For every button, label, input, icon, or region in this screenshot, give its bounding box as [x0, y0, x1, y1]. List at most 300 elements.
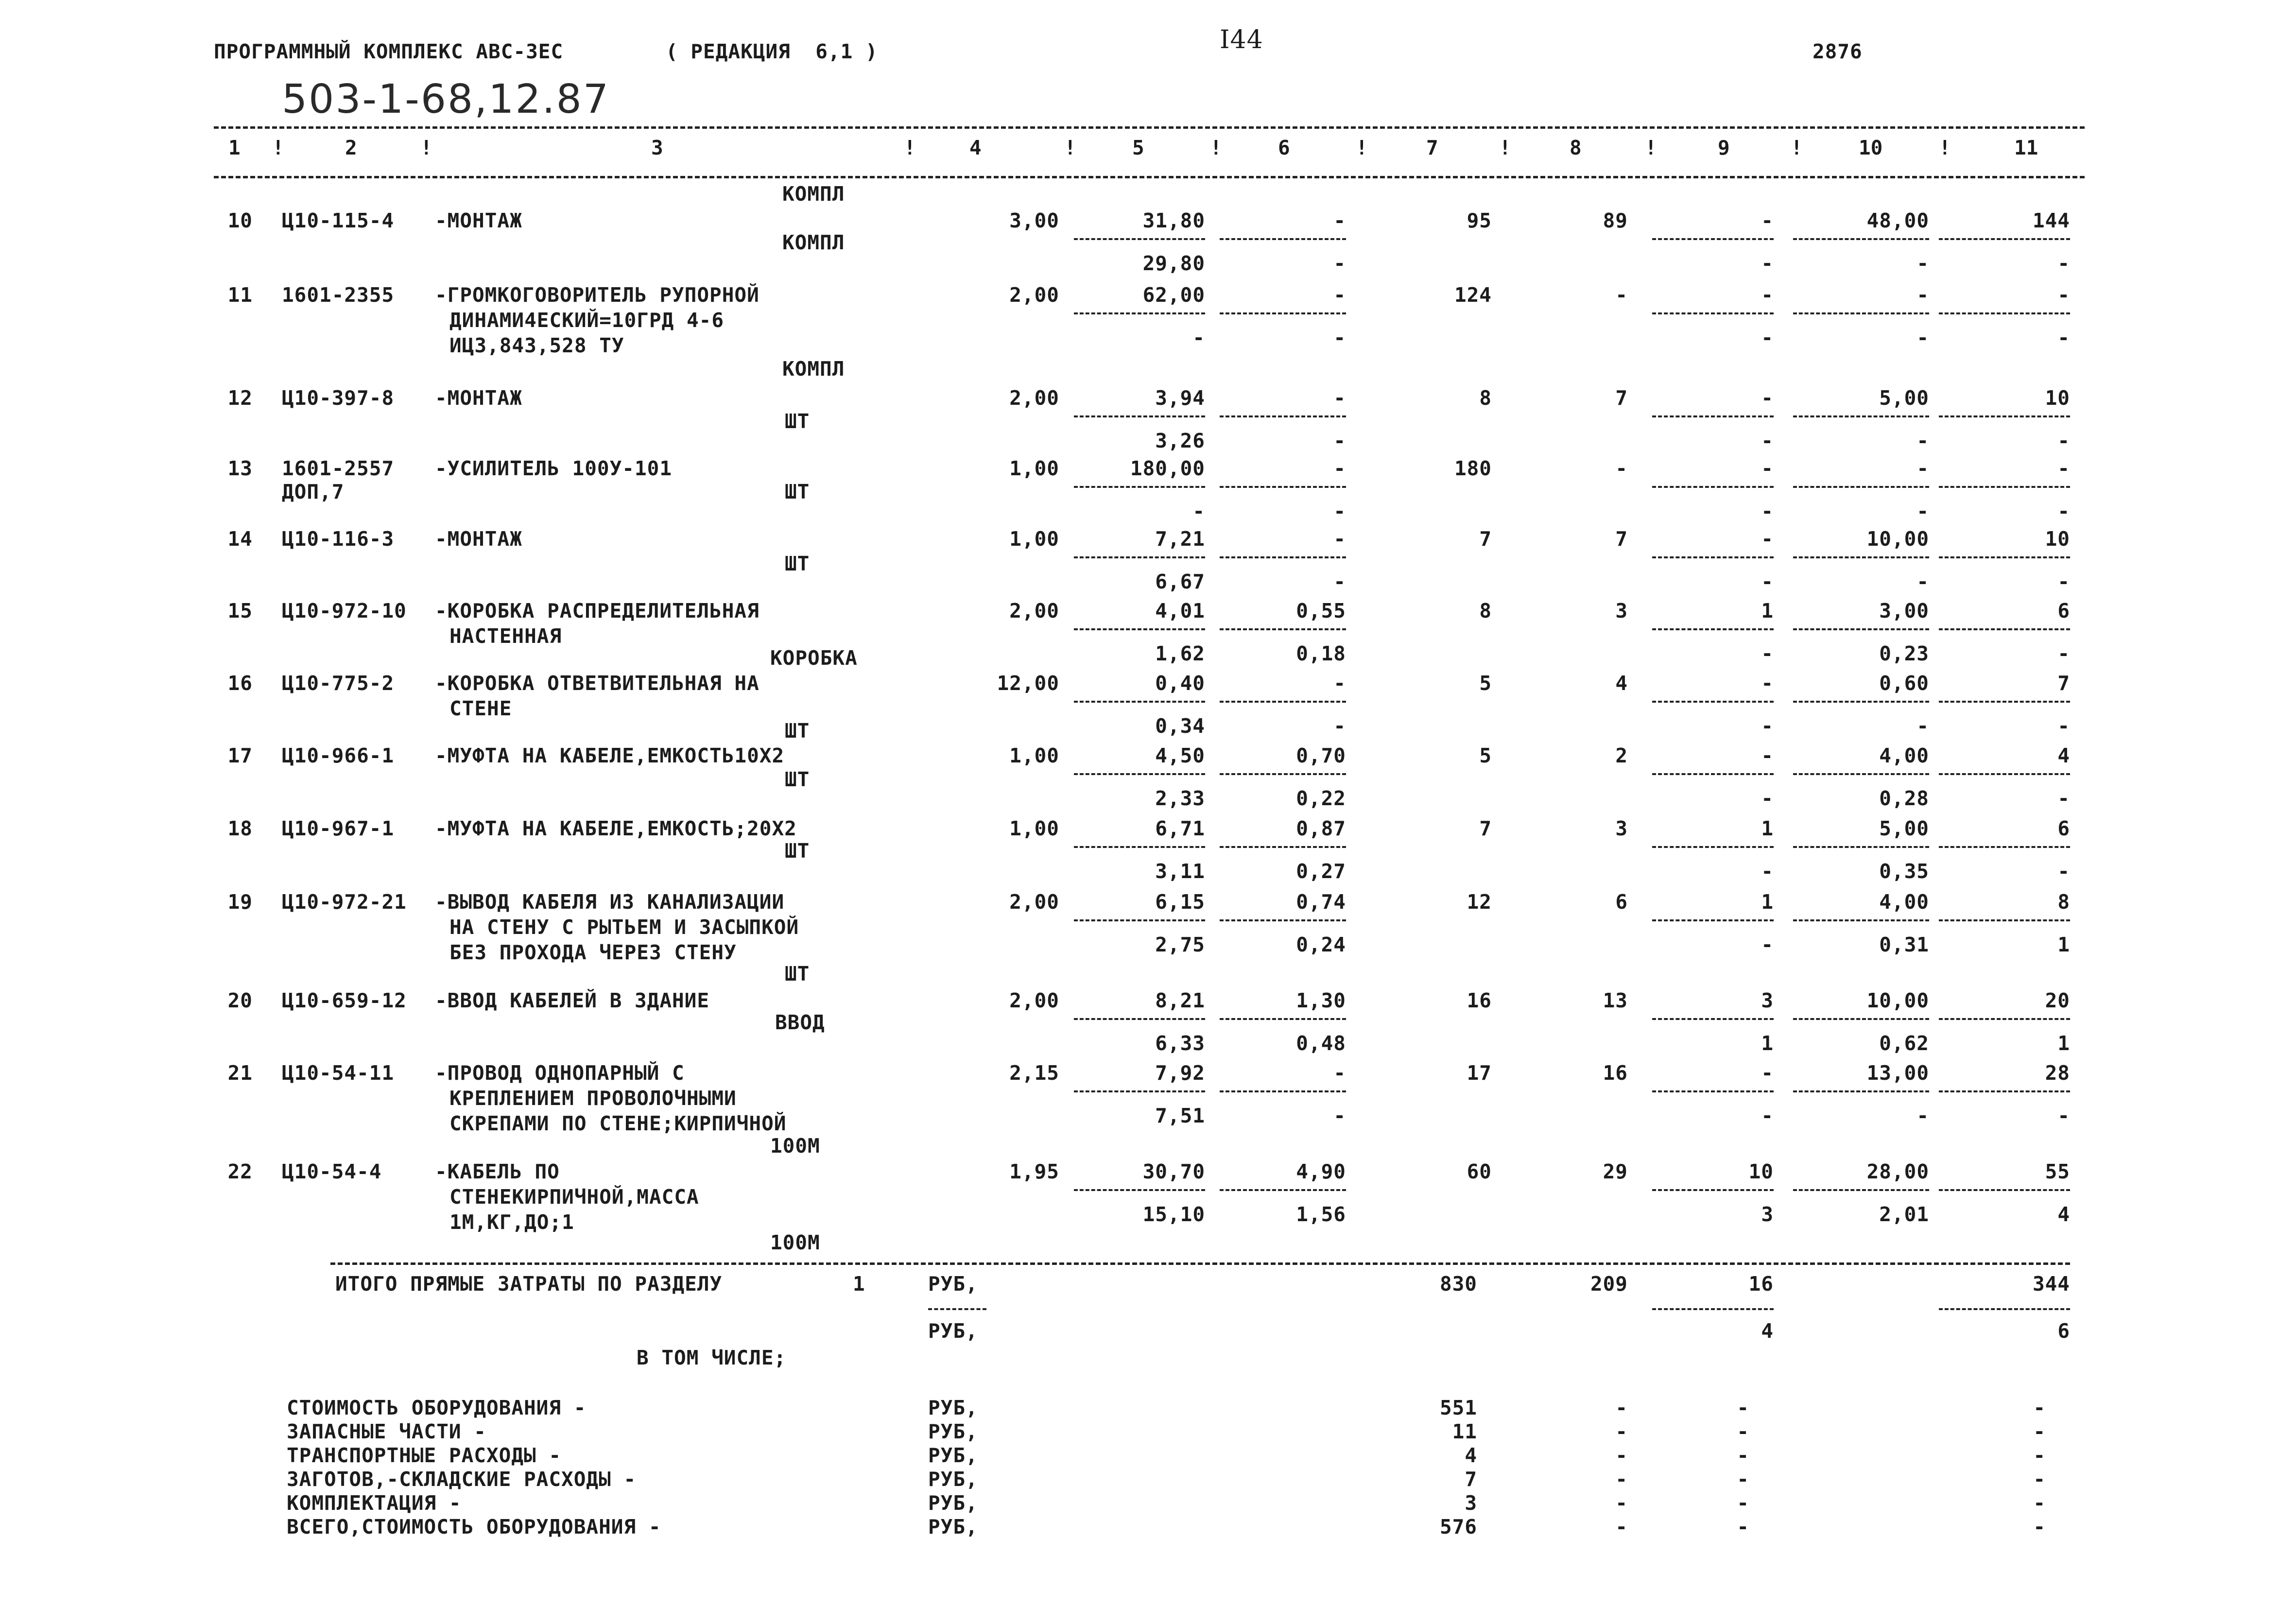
cell-separator: [1652, 312, 1774, 314]
cell-separator: [1074, 238, 1205, 240]
row-col7: 180: [1454, 457, 1492, 480]
col-10: 10: [1859, 136, 1883, 159]
row-code: Ц10-397-8: [282, 386, 395, 410]
row-number: 13: [227, 457, 253, 480]
including-label: В ТОМ ЧИСЛЕ;: [637, 1346, 787, 1369]
row-col6: -: [1333, 457, 1346, 480]
row-col10: 4,00: [1879, 890, 1929, 914]
cell-separator: [1220, 1018, 1346, 1020]
row-col11: 10: [2045, 527, 2070, 551]
row-col9-sub: -: [1761, 642, 1774, 665]
row-number: 12: [227, 386, 253, 410]
summary-col7: 11: [1452, 1420, 1477, 1443]
row-col5-sub: 3,11: [1155, 860, 1205, 883]
row-col6-sub: -: [1333, 429, 1346, 452]
cell-separator: [1939, 919, 2070, 921]
cell-separator: [1652, 238, 1774, 240]
cell-separator: [1220, 312, 1346, 314]
row-col11: 6: [2057, 599, 2070, 622]
row-col11-sub: -: [2057, 570, 2070, 593]
totals-col9-b: 4: [1761, 1319, 1774, 1343]
cell-separator: [1220, 415, 1346, 417]
row-col6-sub: -: [1333, 570, 1346, 593]
row-col5: 7,92: [1155, 1061, 1205, 1085]
cell-separator: [1652, 773, 1774, 775]
row-col9: -: [1761, 457, 1774, 480]
row-col10-sub: -: [1916, 570, 1929, 593]
row-col10-sub: 0,28: [1879, 787, 1929, 810]
row-col10: 4,00: [1879, 744, 1929, 767]
unit-label: ШТ: [785, 410, 810, 433]
row-col5-sub: -: [1192, 500, 1205, 523]
cell-separator: [1074, 846, 1205, 848]
cell-separator: [1652, 846, 1774, 848]
cell-separator: [1652, 556, 1774, 558]
row-code: Ц10-116-3: [282, 527, 395, 551]
row-number: 16: [227, 672, 253, 695]
row-name-line: -МУФТА НА КАБЕЛЕ,ЕМКОСТЬ10Х2: [435, 744, 785, 767]
row-code: Ц10-972-21: [282, 890, 407, 914]
row-col7: 5: [1479, 744, 1492, 767]
row-col11: 144: [2032, 209, 2070, 232]
unit-label: КОРОБКА: [770, 646, 858, 670]
row-code: Ц10-966-1: [282, 744, 395, 767]
cell-separator: [1793, 773, 1929, 775]
row-col10: -: [1916, 283, 1929, 307]
col-3: 3: [651, 136, 663, 159]
summary-col9: -: [1737, 1515, 1749, 1538]
row-name-line: СТЕНЕКИРПИЧНОЙ,МАССА: [449, 1185, 699, 1209]
row-col10-sub: -: [1916, 252, 1929, 275]
cell-separator: [1074, 1189, 1205, 1191]
col-5: 5: [1132, 136, 1144, 159]
cell-separator: [1939, 486, 2070, 488]
row-col7: 95: [1467, 209, 1492, 232]
row-col6-sub: 0,22: [1296, 787, 1346, 810]
cell-separator: [1220, 1189, 1346, 1191]
row-name-line: -КАБЕЛЬ ПО: [435, 1160, 560, 1183]
row-col6: 0,70: [1296, 744, 1346, 767]
row-number: 11: [227, 283, 253, 307]
row-col6: 1,30: [1296, 989, 1346, 1012]
cell-separator: [1074, 312, 1205, 314]
cell-separator: [1793, 1090, 1929, 1092]
row-col5: 31,80: [1142, 209, 1205, 232]
cell-separator: [1074, 773, 1205, 775]
row-col10-sub: -: [1916, 429, 1929, 452]
row-quantity: 12,00: [997, 672, 1059, 695]
row-col10-sub: 0,23: [1879, 642, 1929, 665]
row-col8: -: [1615, 457, 1628, 480]
row-quantity: 1,00: [1009, 457, 1059, 480]
cell-separator: [1652, 701, 1774, 703]
row-col10: 28,00: [1866, 1160, 1929, 1183]
col-11: 11: [2014, 136, 2038, 159]
row-col7: 8: [1479, 599, 1492, 622]
cell-separator: [1652, 415, 1774, 417]
row-number: 19: [227, 890, 253, 914]
row-col11: 7: [2057, 672, 2070, 695]
row-number: 21: [227, 1061, 253, 1085]
row-col8: 3: [1615, 599, 1628, 622]
row-col9-sub: 1: [1761, 1032, 1774, 1055]
row-col5: 4,50: [1155, 744, 1205, 767]
cell-separator: [1074, 628, 1205, 630]
row-col11: 6: [2057, 817, 2070, 840]
row-col5: 7,21: [1155, 527, 1205, 551]
cell-separator: [1939, 415, 2070, 417]
summary-col9: -: [1737, 1468, 1749, 1491]
summary-col8: -: [1615, 1491, 1628, 1515]
row-col6-sub: 0,24: [1296, 933, 1346, 956]
header-bottom-rule: [214, 176, 2085, 178]
cell-separator: [1220, 846, 1346, 848]
row-col7: 60: [1467, 1160, 1492, 1183]
row-col9: 1: [1761, 599, 1774, 622]
row-number: 18: [227, 817, 253, 840]
unit-label: КОМПЛ: [782, 231, 845, 254]
row-name-line: -МОНТАЖ: [435, 386, 522, 410]
row-name-line: БЕЗ ПРОХОДА ЧЕРЕЗ СТЕНУ: [449, 941, 737, 964]
row-col7: 16: [1467, 989, 1492, 1012]
col-6: 6: [1278, 136, 1290, 159]
row-quantity: 1,00: [1009, 744, 1059, 767]
row-col11: -: [2057, 283, 2070, 307]
summary-col8: -: [1615, 1396, 1628, 1419]
row-col8: 13: [1603, 989, 1628, 1012]
cell-separator: [1074, 486, 1205, 488]
row-name-line: -МОНТАЖ: [435, 209, 522, 232]
row-col9: 1: [1761, 817, 1774, 840]
row-col11-sub: -: [2057, 642, 2070, 665]
summary-col7: 7: [1465, 1468, 1477, 1491]
row-name-line: СТЕНЕ: [449, 697, 512, 720]
row-col6-sub: -: [1333, 1104, 1346, 1127]
row-col6: 0,74: [1296, 890, 1346, 914]
row-col8: 6: [1615, 890, 1628, 914]
col-8: 8: [1570, 136, 1582, 159]
summary-col7: 3: [1465, 1491, 1477, 1515]
row-col7: 7: [1479, 527, 1492, 551]
summary-col11: -: [2033, 1515, 2046, 1538]
row-name-line: -УСИЛИТЕЛЬ 100У-101: [435, 457, 672, 480]
row-code: Ц10-967-1: [282, 817, 395, 840]
row-col10: -: [1916, 457, 1929, 480]
row-col6-sub: -: [1333, 714, 1346, 738]
row-col8: 3: [1615, 817, 1628, 840]
cell-separator: [1939, 628, 2070, 630]
totals-unit-2: РУБ,: [928, 1319, 978, 1343]
row-col11: 4: [2057, 744, 2070, 767]
row-col9: -: [1761, 672, 1774, 695]
cell-separator: [1220, 556, 1346, 558]
row-col8: 89: [1603, 209, 1628, 232]
row-col5: 180,00: [1130, 457, 1205, 480]
row-col6-sub: -: [1333, 252, 1346, 275]
row-col10-sub: -: [1916, 326, 1929, 349]
row-col5-sub: 29,80: [1142, 252, 1205, 275]
unit-label: 100М: [770, 1231, 820, 1254]
row-col11: -: [2057, 457, 2070, 480]
row-col10-sub: 0,62: [1879, 1032, 1929, 1055]
cell-separator: [1220, 701, 1346, 703]
row-col10: 10,00: [1866, 527, 1929, 551]
row-col8: 29: [1603, 1160, 1628, 1183]
row-code: Ц10-54-4: [282, 1160, 382, 1183]
row-col5: 6,71: [1155, 817, 1205, 840]
row-col10-sub: -: [1916, 1104, 1929, 1127]
col-7: 7: [1426, 136, 1438, 159]
unit-label: КОМПЛ: [782, 182, 845, 206]
row-code: Ц10-775-2: [282, 672, 395, 695]
row-col7: 12: [1467, 890, 1492, 914]
row-col9: -: [1761, 1061, 1774, 1085]
row-col8: -: [1615, 283, 1628, 307]
summary-label: ЗАГОТОВ,-СКЛАДСКИЕ РАСХОДЫ -: [287, 1468, 637, 1491]
row-code: 1601-2557: [282, 457, 395, 480]
row-col6-sub: -: [1333, 500, 1346, 523]
row-quantity: 1,00: [1009, 527, 1059, 551]
cell-separator: [1652, 1090, 1774, 1092]
row-col11-sub: 1: [2057, 933, 2070, 956]
summary-unit: РУБ,: [928, 1468, 978, 1491]
row-col11-sub: -: [2057, 714, 2070, 738]
unit-label: 100М: [770, 1134, 820, 1158]
cell-separator: [1220, 1090, 1346, 1092]
page-number: I44: [1220, 25, 1263, 54]
row-col11-sub: -: [2057, 500, 2070, 523]
row-number: 20: [227, 989, 253, 1012]
row-name-line: -МУФТА НА КАБЕЛЕ,ЕМКОСТЬ;20Х2: [435, 817, 797, 840]
row-name-line: -ВЫВОД КАБЕЛЯ ИЗ КАНАЛИЗАЦИИ: [435, 890, 785, 914]
cell-separator: [1793, 486, 1929, 488]
row-col11: 10: [2045, 386, 2070, 410]
row-col9-sub: 3: [1761, 1203, 1774, 1226]
cell-separator: [1652, 1018, 1774, 1020]
row-name-line: -ПРОВОД ОДНОПАРНЫЙ С: [435, 1061, 685, 1085]
cell-separator: [1652, 919, 1774, 921]
row-col10-sub: 0,35: [1879, 860, 1929, 883]
cell-separator: [1652, 486, 1774, 488]
row-col10-sub: 2,01: [1879, 1203, 1929, 1226]
edition-label: ( РЕДАКЦИЯ 6,1 ): [666, 40, 878, 63]
summary-col7: 4: [1465, 1444, 1477, 1467]
row-col5-sub: 3,26: [1155, 429, 1205, 452]
row-col11-sub: 4: [2057, 1203, 2070, 1226]
row-col9-sub: -: [1761, 1104, 1774, 1127]
row-col7: 17: [1467, 1061, 1492, 1085]
cell-separator: [1939, 1189, 2070, 1191]
row-number: 17: [227, 744, 253, 767]
row-quantity: 2,00: [1009, 386, 1059, 410]
row-col10-sub: -: [1916, 714, 1929, 738]
row-name-line: -ГРОМКОГОВОРИТЕЛЬ РУПОРНОЙ: [435, 283, 760, 307]
row-col5: 6,15: [1155, 890, 1205, 914]
row-code: 1601-2355: [282, 283, 395, 307]
summary-label: ЗАПАСНЫЕ ЧАСТИ -: [287, 1420, 486, 1443]
cell-separator: [1793, 919, 1929, 921]
unit-label: КОМПЛ: [782, 357, 845, 380]
summary-col9: -: [1737, 1444, 1749, 1467]
row-col5-sub: 6,33: [1155, 1032, 1205, 1055]
cell-separator: [1793, 238, 1929, 240]
row-col7: 5: [1479, 672, 1492, 695]
cell-separator: [1652, 1189, 1774, 1191]
cell-separator: [1793, 415, 1929, 417]
row-col9-sub: -: [1761, 714, 1774, 738]
row-name-line: -КОРОБКА РАСПРЕДЕЛИТЕЛЬНАЯ: [435, 599, 760, 622]
unit-label: ШТ: [785, 962, 810, 985]
summary-col8: -: [1615, 1420, 1628, 1443]
row-col5: 3,94: [1155, 386, 1205, 410]
row-code-extra: ДОП,7: [282, 480, 345, 503]
row-name-line: 1М,КГ,ДО;1: [449, 1210, 574, 1234]
row-col11-sub: -: [2057, 326, 2070, 349]
col-2: 2: [345, 136, 357, 159]
col-9: 9: [1718, 136, 1730, 159]
cell-separator: [1074, 919, 1205, 921]
row-col5-sub: -: [1192, 326, 1205, 349]
summary-col11: -: [2033, 1491, 2046, 1515]
row-col9: -: [1761, 283, 1774, 307]
row-code: Ц10-54-11: [282, 1061, 395, 1085]
row-col8: 7: [1615, 386, 1628, 410]
row-col10: 5,00: [1879, 817, 1929, 840]
cell-separator: [1074, 1018, 1205, 1020]
row-col5-sub: 2,33: [1155, 787, 1205, 810]
row-col7: 8: [1479, 386, 1492, 410]
cell-separator: [1939, 846, 2070, 848]
row-col10: 48,00: [1866, 209, 1929, 232]
unit-label: ВВОД: [775, 1011, 825, 1034]
row-col9: -: [1761, 386, 1774, 410]
row-col5: 62,00: [1142, 283, 1205, 307]
summary-col8: -: [1615, 1515, 1628, 1538]
summary-col11: -: [2033, 1396, 2046, 1419]
row-col10: 0,60: [1879, 672, 1929, 695]
row-name-line: НАСТЕННАЯ: [449, 624, 562, 648]
row-col6-sub: 0,48: [1296, 1032, 1346, 1055]
row-col6: -: [1333, 527, 1346, 551]
row-quantity: 2,00: [1009, 989, 1059, 1012]
row-col9-sub: -: [1761, 570, 1774, 593]
row-code: Ц10-972-10: [282, 599, 407, 622]
row-col11-sub: -: [2057, 1104, 2070, 1127]
cell-separator: [1793, 628, 1929, 630]
totals-col7: 830: [1439, 1272, 1477, 1296]
cell-separator: [1939, 312, 2070, 314]
row-col8: 7: [1615, 527, 1628, 551]
summary-unit: РУБ,: [928, 1491, 978, 1515]
row-col5-sub: 2,75: [1155, 933, 1205, 956]
row-col11: 28: [2045, 1061, 2070, 1085]
cell-separator: [1220, 773, 1346, 775]
row-name-line: -ВВОД КАБЕЛЕЙ В ЗДАНИЕ: [435, 989, 710, 1012]
row-col6-sub: 1,56: [1296, 1203, 1346, 1226]
row-code: Ц10-115-4: [282, 209, 395, 232]
row-col10-sub: 0,31: [1879, 933, 1929, 956]
col-1: 1: [228, 136, 241, 159]
row-code: Ц10-659-12: [282, 989, 407, 1012]
row-quantity: 1,00: [1009, 817, 1059, 840]
row-col9-sub: -: [1761, 429, 1774, 452]
row-col5: 8,21: [1155, 989, 1205, 1012]
row-col5-sub: 15,10: [1142, 1203, 1205, 1226]
row-col11-sub: 1: [2057, 1032, 2070, 1055]
cell-separator: [1793, 846, 1929, 848]
summary-label: КОМПЛЕКТАЦИЯ -: [287, 1491, 462, 1515]
totals-section: 1: [853, 1272, 865, 1296]
summary-col7: 551: [1439, 1396, 1477, 1419]
row-col9-sub: -: [1761, 500, 1774, 523]
cell-separator: [1939, 773, 2070, 775]
row-col10: 13,00: [1866, 1061, 1929, 1085]
cell-separator: [1793, 312, 1929, 314]
summary-unit: РУБ,: [928, 1515, 978, 1538]
cell-separator: [1220, 486, 1346, 488]
summary-col11: -: [2033, 1468, 2046, 1491]
row-name-line: НА СТЕНУ С РЫТЬЕМ И ЗАСЫПКОЙ: [449, 916, 799, 939]
row-number: 22: [227, 1160, 253, 1183]
row-col10-sub: -: [1916, 500, 1929, 523]
row-col11: 20: [2045, 989, 2070, 1012]
summary-unit: РУБ,: [928, 1444, 978, 1467]
totals-label: ИТОГО ПРЯМЫЕ ЗАТРАТЫ ПО РАЗДЕЛУ: [335, 1272, 723, 1296]
row-col7: 7: [1479, 817, 1492, 840]
cell-separator: [1652, 628, 1774, 630]
cell-separator: [1074, 701, 1205, 703]
row-col6: 4,90: [1296, 1160, 1346, 1183]
totals-col11-b: 6: [2057, 1319, 2070, 1343]
row-col8: 4: [1615, 672, 1628, 695]
row-col5-sub: 6,67: [1155, 570, 1205, 593]
row-number: 14: [227, 527, 253, 551]
row-col11-sub: -: [2057, 252, 2070, 275]
row-col9: 1: [1761, 890, 1774, 914]
row-col9: -: [1761, 744, 1774, 767]
totals-rule: [330, 1262, 2070, 1265]
row-col11: 55: [2045, 1160, 2070, 1183]
row-quantity: 2,15: [1009, 1061, 1059, 1085]
unit-label: ШТ: [785, 719, 810, 743]
row-col6-sub: 0,27: [1296, 860, 1346, 883]
cell-separator: [1939, 1090, 2070, 1092]
row-col6: 0,55: [1296, 599, 1346, 622]
cell-separator: [1939, 701, 2070, 703]
row-col6-sub: -: [1333, 326, 1346, 349]
program-title: ПРОГРАММНЫЙ КОМПЛЕКС АВС-3ЕС: [214, 40, 564, 63]
row-col5-sub: 7,51: [1155, 1104, 1205, 1127]
row-name-line: СКРЕПАМИ ПО СТЕНЕ;КИРПИЧНОЙ: [449, 1112, 787, 1135]
row-col6: -: [1333, 1061, 1346, 1085]
row-col8: 16: [1603, 1061, 1628, 1085]
row-col5-sub: 0,34: [1155, 714, 1205, 738]
cell-separator: [1220, 238, 1346, 240]
header-top-rule: [214, 126, 2085, 129]
unit-label: ШТ: [785, 552, 810, 575]
row-col9-sub: -: [1761, 326, 1774, 349]
row-col9-sub: -: [1761, 252, 1774, 275]
row-col11-sub: -: [2057, 787, 2070, 810]
row-col8: 2: [1615, 744, 1628, 767]
cell-separator: [1939, 1018, 2070, 1020]
row-col6: 0,87: [1296, 817, 1346, 840]
row-quantity: 2,00: [1009, 283, 1059, 307]
summary-col9: -: [1737, 1420, 1749, 1443]
totals-unit: РУБ,: [928, 1272, 978, 1296]
cell-separator: [1220, 919, 1346, 921]
document-number: 2876: [1813, 40, 1863, 63]
